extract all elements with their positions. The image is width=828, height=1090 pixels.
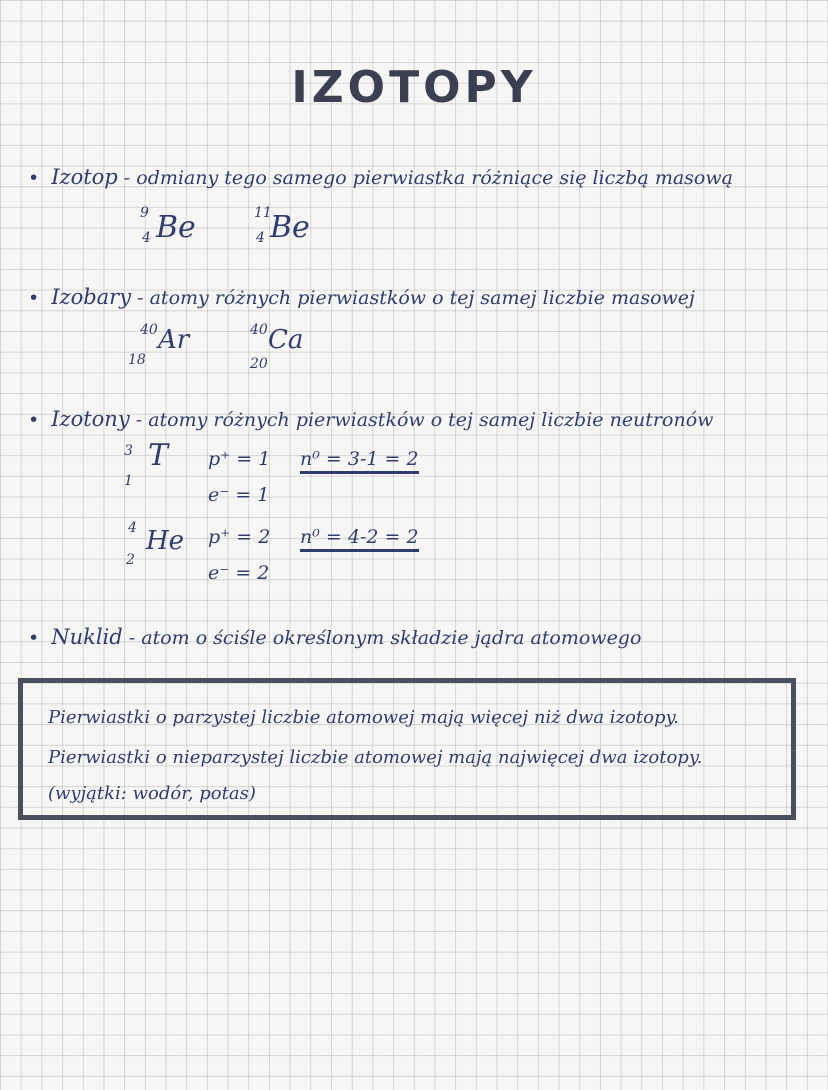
hel-atomic: 2 (126, 552, 135, 568)
hel-neutrons: n⁰ = 4-2 = 2 (300, 526, 419, 552)
tryt-electrons: e⁻ = 1 (208, 484, 270, 506)
bullet-icon: • (28, 627, 40, 649)
izotop-ex2-symbol: Be (270, 210, 310, 245)
nuklid-text: - atom o ściśle określonym składzie jądra atomowego (128, 627, 642, 649)
izotop-definition (28, 165, 733, 189)
tryt-protons: p⁺ = 1 (208, 448, 271, 470)
bullet-icon: • (28, 287, 40, 309)
izotop-ex2-atomic: 4 (256, 230, 265, 246)
bullet-icon: • (28, 409, 40, 431)
note-line-1: Pierwiastki o parzystej liczbie atomowej mają więcej niż dwa izotopy. (48, 707, 679, 728)
nuklid-definition (28, 625, 641, 649)
izotop-ex1-symbol: Be (156, 210, 196, 245)
izobary-ex1-mass: 40 (140, 322, 158, 338)
izotop-ex1-mass: 9 (140, 205, 149, 221)
izobary-definition (28, 285, 695, 309)
izobary-term: Izobary (51, 285, 132, 309)
hel-symbol: He (146, 526, 185, 556)
izotop-text: - odmiany tego samego pierwiastka różniące się liczbą masową (123, 167, 733, 189)
izotony-definition (28, 407, 713, 431)
tryt-atomic: 1 (124, 473, 133, 489)
izotop-term: Izotop (51, 165, 118, 189)
hel-mass: 4 (128, 520, 137, 536)
note-line-3: (wyjątki: wodór, potas) (48, 783, 256, 804)
page-title: IZOTOPY (291, 62, 537, 113)
hel-protons: p⁺ = 2 (208, 526, 271, 548)
tryt-neutrons: n⁰ = 3-1 = 2 (300, 448, 419, 474)
nuklid-term: Nuklid (51, 625, 123, 649)
izobary-ex1-symbol: Ar (158, 325, 190, 355)
izobary-ex2-mass: 40 (250, 322, 268, 338)
izotop-ex1-atomic: 4 (142, 230, 151, 246)
tryt-mass: 3 (124, 443, 133, 459)
hel-electrons: e⁻ = 2 (208, 562, 270, 584)
izobary-ex2-atomic: 20 (250, 356, 268, 372)
izotony-text: - atomy różnych pierwiastków o tej samej liczbie neutronów (135, 409, 714, 431)
tryt-symbol: T (148, 438, 169, 473)
note-box (18, 678, 796, 820)
izobary-text: - atomy różnych pierwiastków o tej samej liczbie masowej (137, 287, 695, 309)
izobary-ex1-atomic: 18 (128, 352, 146, 368)
note-line-2: Pierwiastki o nieparzystej liczbie atomowej mają najwięcej dwa izotopy. (48, 747, 703, 768)
izotony-term: Izotony (51, 407, 130, 431)
bullet-icon: • (28, 167, 40, 189)
izobary-ex2-symbol: Ca (268, 325, 304, 355)
izotop-ex2-mass: 11 (254, 205, 272, 221)
